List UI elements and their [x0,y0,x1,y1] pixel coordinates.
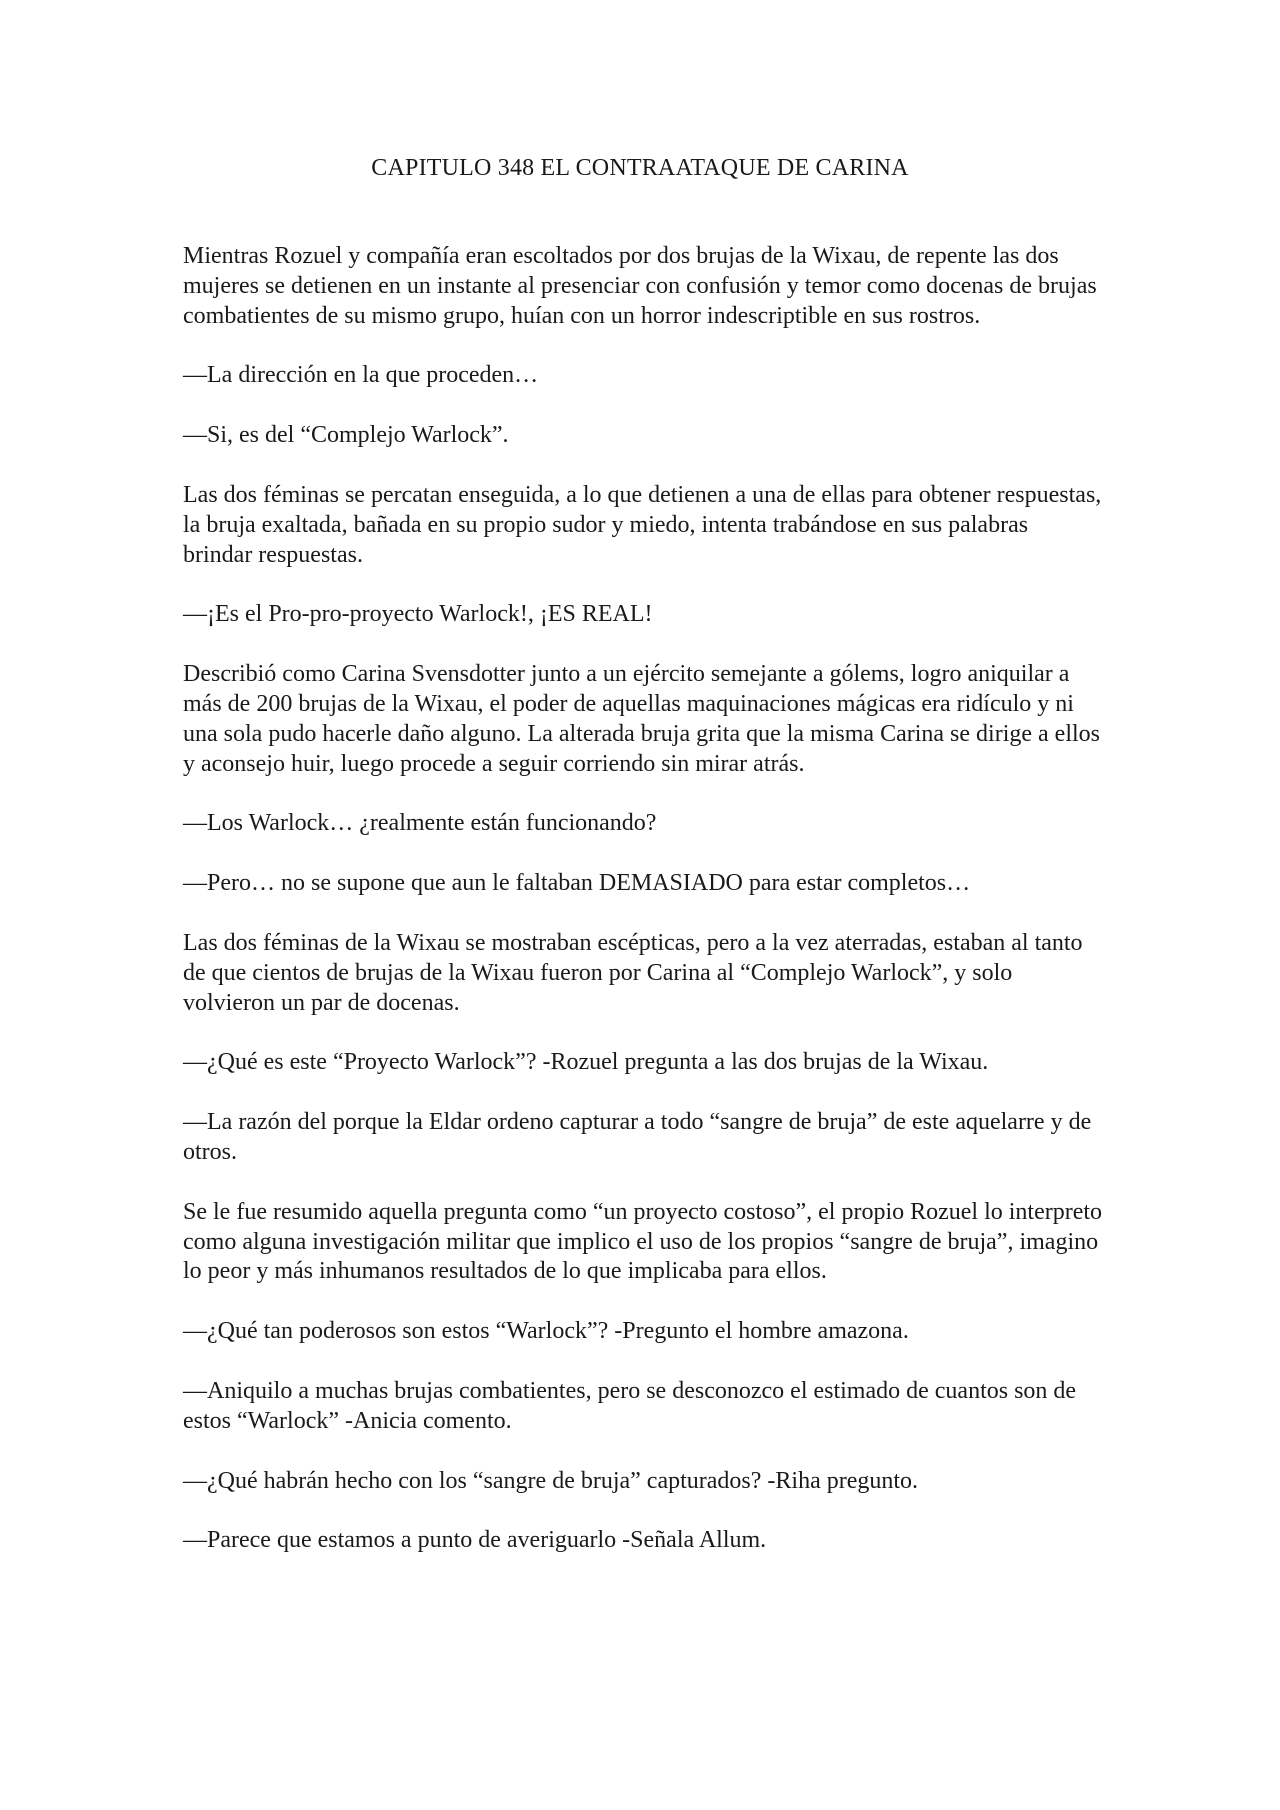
chapter-title: CAPITULO 348 EL CONTRAATAQUE DE CARINA [371,155,909,181]
paragraph: —Parece que estamos a punto de averiguarlo -Señala Allum. [183,1527,767,1554]
paragraph: —La dirección en la que proceden… [183,362,539,389]
paragraph: —Pero… no se supone que aun le faltaban DEMASIADO para estar completos… [183,870,971,897]
paragraph: Describió como Carina Svensdotter junto a un ejército semejante a gólems, logro aniquilar a más de 200 brujas de la Wixau, el poder de aquellas maquinaciones mágicas era ridículo y ni una sola pudo hacerle daño alguno. La alterada bruja grita que la misma Carina se dirige a ellos y aconsejo huir, luego procede a seguir corriendo sin mirar atrás. [183,661,1100,777]
chapter-body [183,242,1103,1586]
paragraph: —Los Warlock… ¿realmente están funcionando? [183,810,657,837]
paragraph: —¿Qué habrán hecho con los “sangre de bruja” capturados? -Riha pregunto. [183,1467,919,1494]
paragraph: —Aniquilo a muchas brujas combatientes, pero se desconozco el estimado de cuantos son de estos “Warlock” -Anicia comento. [183,1377,1077,1434]
paragraph: —Si, es del “Complejo Warlock”. [183,422,509,449]
paragraph: —¡Es el Pro-pro-proyecto Warlock!, ¡ES REAL! [183,601,653,628]
paragraph: Se le fue resumido aquella pregunta como “un proyecto costoso”, el propio Rozuel lo interpreto como alguna investigación militar que implico el uso de los propios “sangre de bruja”, imagino lo peor y más inhumanos resultados de lo que implicaba para ellos. [183,1198,1103,1285]
paragraph: —¿Qué tan poderosos son estos “Warlock”? -Pregunto el hombre amazona. [183,1318,909,1345]
paragraph: —¿Qué es este “Proyecto Warlock”? -Rozuel pregunta a las dos brujas de la Wixau. [183,1049,989,1076]
paragraph: —La razón del porque la Eldar ordeno capturar a todo “sangre de bruja” de este aquelarre y de otros. [183,1109,1092,1165]
paragraph: Las dos féminas de la Wixau se mostraban escépticas, pero a la vez aterradas, estaban al tanto de que cientos de brujas de la Wixau fueron por Carina al “Complejo Warlock”, y solo volvieron un par de docenas. [183,929,1083,1016]
paragraph: Las dos féminas se percatan enseguida, a lo que detienen a una de ellas para obtener respuestas, la bruja exaltada, bañada en su propio sudor y miedo, intenta trabándose en sus palabras brindar respuestas. [183,481,1102,568]
paragraph: Mientras Rozuel y compañía eran escoltados por dos brujas de la Wixau, de repente las dos mujeres se detienen en un instante al presenciar con confusión y temor como docenas de brujas combatientes de su mismo grupo, huían con un horror indescriptible en sus rostros. [183,243,1097,329]
